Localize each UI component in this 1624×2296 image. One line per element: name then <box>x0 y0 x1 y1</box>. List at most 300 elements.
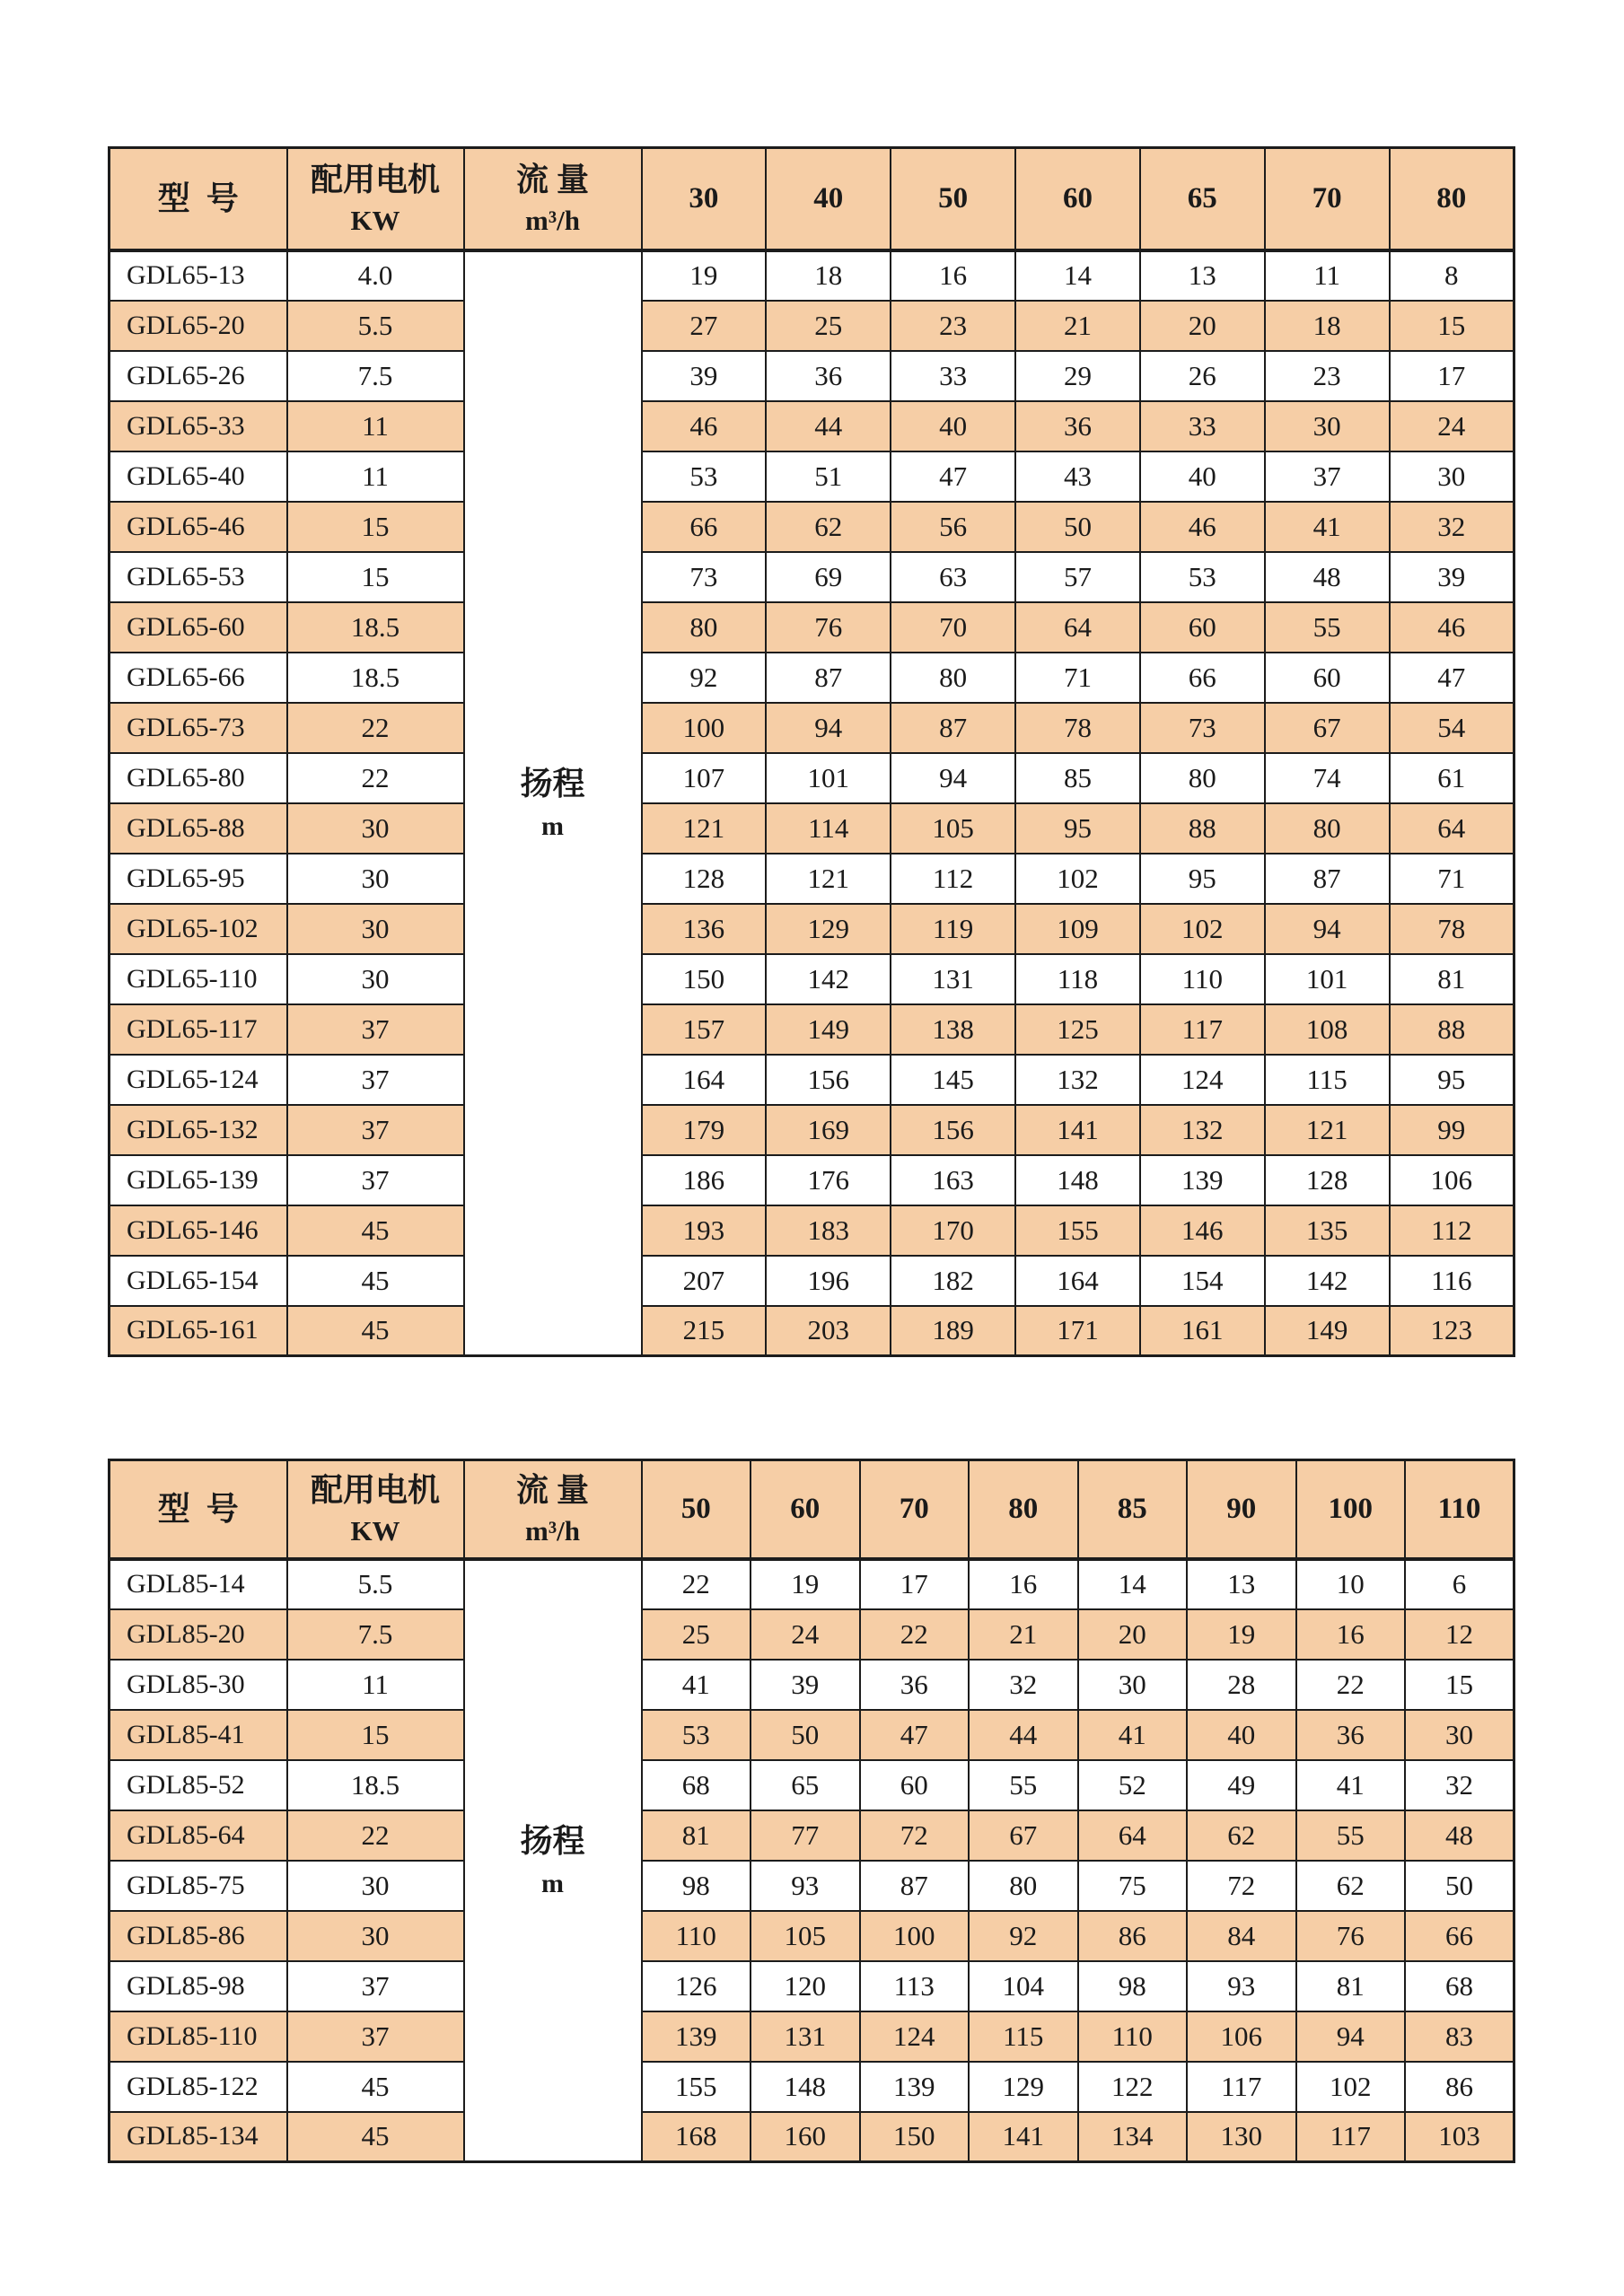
head-value-cell: 78 <box>1390 904 1514 954</box>
head-value-cell: 160 <box>751 2112 860 2162</box>
model-cell: GDL85-122 <box>110 2062 287 2112</box>
head-value-cell: 47 <box>891 451 1015 502</box>
flow-rate-header: 50 <box>642 1460 751 1559</box>
head-value-cell: 15 <box>1390 301 1514 351</box>
head-value-cell: 87 <box>766 653 891 703</box>
motor-column-header <box>287 148 464 250</box>
model-cell: GDL65-26 <box>110 351 287 401</box>
head-value-cell: 80 <box>891 653 1015 703</box>
flow-rate-header: 85 <box>1078 1460 1188 1559</box>
head-value-cell: 32 <box>1390 502 1514 552</box>
table-row <box>110 1306 1514 1356</box>
model-cell: GDL65-20 <box>110 301 287 351</box>
flow-rate-header: 65 <box>1140 148 1265 250</box>
motor-kw-cell: 18.5 <box>287 1760 464 1810</box>
head-value-cell: 49 <box>1187 1760 1296 1810</box>
head-value-cell: 16 <box>969 1559 1078 1609</box>
head-value-cell: 121 <box>642 803 767 854</box>
head-value-cell: 163 <box>891 1155 1015 1205</box>
head-value-cell: 47 <box>1390 653 1514 703</box>
flow-unit-label: m³/h <box>525 1515 580 1547</box>
head-value-cell: 157 <box>642 1004 767 1055</box>
motor-kw-cell: 45 <box>287 2062 464 2112</box>
head-value-cell: 18 <box>766 250 891 301</box>
head-value-cell: 50 <box>1015 502 1140 552</box>
motor-kw-cell: 37 <box>287 1004 464 1055</box>
head-value-cell: 114 <box>766 803 891 854</box>
head-value-cell: 55 <box>1265 602 1390 653</box>
model-cell: GDL65-66 <box>110 653 287 703</box>
head-value-cell: 123 <box>1390 1306 1514 1356</box>
head-value-cell: 186 <box>642 1155 767 1205</box>
head-value-cell: 112 <box>1390 1205 1514 1256</box>
head-value-cell: 155 <box>642 2062 751 2112</box>
head-value-cell: 83 <box>1405 2011 1514 2062</box>
head-label: 扬程 <box>520 1823 585 1860</box>
motor-kw-cell: 22 <box>287 753 464 803</box>
head-value-cell: 12 <box>1405 1609 1514 1660</box>
motor-kw-cell: 37 <box>287 1055 464 1105</box>
model-cell: GDL65-13 <box>110 250 287 301</box>
head-value-cell: 28 <box>1187 1660 1296 1710</box>
head-value-cell: 32 <box>1405 1760 1514 1810</box>
head-value-cell: 6 <box>1405 1559 1514 1609</box>
head-value-cell: 21 <box>1015 301 1140 351</box>
head-value-cell: 115 <box>969 2011 1078 2062</box>
head-value-cell: 53 <box>642 451 767 502</box>
flow-header-label: 流 量 <box>515 162 589 198</box>
head-value-cell: 84 <box>1187 1911 1296 1961</box>
flow-rate-header: 110 <box>1405 1460 1514 1559</box>
header-row <box>110 1460 1514 1559</box>
head-value-cell: 129 <box>969 2062 1078 2112</box>
head-value-cell: 76 <box>1296 1911 1406 1961</box>
motor-kw-cell: 15 <box>287 502 464 552</box>
head-value-cell: 23 <box>891 301 1015 351</box>
head-value-cell: 121 <box>1265 1105 1390 1155</box>
head-value-cell: 60 <box>1265 653 1390 703</box>
motor-kw-cell: 30 <box>287 904 464 954</box>
head-value-cell: 98 <box>1078 1961 1188 2011</box>
head-value-cell: 19 <box>1187 1609 1296 1660</box>
head-value-cell: 30 <box>1405 1710 1514 1760</box>
head-value-cell: 70 <box>891 602 1015 653</box>
head-value-cell: 176 <box>766 1155 891 1205</box>
flow-header-label: 流 量 <box>515 1472 589 1509</box>
model-cell: GDL65-139 <box>110 1155 287 1205</box>
flow-rate-header: 40 <box>766 148 891 250</box>
motor-kw-cell: 22 <box>287 1810 464 1861</box>
flow-rate-header: 90 <box>1187 1460 1296 1559</box>
head-value-cell: 98 <box>642 1861 751 1911</box>
model-header-label: 型 号 <box>157 1490 239 1527</box>
head-value-cell: 183 <box>766 1205 891 1256</box>
head-value-cell: 148 <box>751 2062 860 2112</box>
head-value-cell: 55 <box>1296 1810 1406 1861</box>
head-value-cell: 51 <box>766 451 891 502</box>
motor-kw-cell: 5.5 <box>287 1559 464 1609</box>
head-value-cell: 164 <box>642 1055 767 1105</box>
head-value-cell: 87 <box>1265 854 1390 904</box>
head-value-cell: 10 <box>1296 1559 1406 1609</box>
table-row <box>110 1911 1514 1961</box>
head-value-cell: 30 <box>1265 401 1390 451</box>
head-value-cell: 22 <box>860 1609 970 1660</box>
head-value-cell: 94 <box>1296 2011 1406 2062</box>
head-value-cell: 113 <box>860 1961 970 2011</box>
table-row <box>110 1055 1514 1105</box>
motor-kw-cell: 30 <box>287 854 464 904</box>
head-value-cell: 18 <box>1265 301 1390 351</box>
head-value-cell: 136 <box>642 904 767 954</box>
head-value-cell: 68 <box>1405 1961 1514 2011</box>
model-cell: GDL85-52 <box>110 1760 287 1810</box>
table-row <box>110 1710 1514 1760</box>
table-row <box>110 1256 1514 1306</box>
motor-kw-cell: 11 <box>287 1660 464 1710</box>
head-value-cell: 117 <box>1140 1004 1265 1055</box>
head-value-cell: 87 <box>891 703 1015 753</box>
head-value-cell: 17 <box>860 1559 970 1609</box>
head-value-cell: 46 <box>1140 502 1265 552</box>
head-value-cell: 155 <box>1015 1205 1140 1256</box>
head-value-cell: 73 <box>1140 703 1265 753</box>
motor-kw-cell: 15 <box>287 1710 464 1760</box>
gdl65-spec-table <box>108 146 1515 1357</box>
table-row <box>110 1760 1514 1810</box>
head-value-cell: 94 <box>766 703 891 753</box>
head-value-cell: 41 <box>642 1660 751 1710</box>
motor-kw-cell: 5.5 <box>287 301 464 351</box>
head-value-cell: 154 <box>1140 1256 1265 1306</box>
head-value-cell: 19 <box>642 250 767 301</box>
head-value-cell: 36 <box>1296 1710 1406 1760</box>
head-value-cell: 72 <box>860 1810 970 1861</box>
head-value-cell: 27 <box>642 301 767 351</box>
motor-header-label: 配用电机 <box>310 162 440 198</box>
head-value-cell: 64 <box>1078 1810 1188 1861</box>
head-value-cell: 68 <box>642 1760 751 1810</box>
head-value-cell: 39 <box>642 351 767 401</box>
head-value-cell: 106 <box>1390 1155 1514 1205</box>
head-value-cell: 60 <box>1140 602 1265 653</box>
head-value-cell: 73 <box>642 552 767 602</box>
head-value-cell: 14 <box>1078 1559 1188 1609</box>
head-value-cell: 66 <box>1405 1911 1514 1961</box>
model-cell: GDL65-95 <box>110 854 287 904</box>
head-value-cell: 131 <box>891 954 1015 1004</box>
head-value-cell: 88 <box>1140 803 1265 854</box>
head-value-cell: 13 <box>1187 1559 1296 1609</box>
table-row <box>110 602 1514 653</box>
head-value-cell: 170 <box>891 1205 1015 1256</box>
motor-kw-cell: 45 <box>287 1205 464 1256</box>
head-value-cell: 110 <box>1140 954 1265 1004</box>
model-cell: GDL85-75 <box>110 1861 287 1911</box>
head-value-cell: 125 <box>1015 1004 1140 1055</box>
head-value-cell: 54 <box>1390 703 1514 753</box>
head-value-cell: 120 <box>751 1961 860 2011</box>
head-value-cell: 23 <box>1265 351 1390 401</box>
head-value-cell: 119 <box>891 904 1015 954</box>
head-value-cell: 95 <box>1015 803 1140 854</box>
flow-rate-header: 80 <box>969 1460 1078 1559</box>
head-value-cell: 56 <box>891 502 1015 552</box>
table-row <box>110 401 1514 451</box>
head-value-cell: 71 <box>1390 854 1514 904</box>
flow-rate-header: 30 <box>642 148 767 250</box>
head-value-cell: 108 <box>1265 1004 1390 1055</box>
head-value-cell: 29 <box>1015 351 1140 401</box>
head-value-cell: 101 <box>766 753 891 803</box>
head-value-cell: 41 <box>1078 1710 1188 1760</box>
head-value-cell: 20 <box>1078 1609 1188 1660</box>
head-value-cell: 57 <box>1015 552 1140 602</box>
head-value-cell: 117 <box>1296 2112 1406 2162</box>
table-row <box>110 1559 1514 1609</box>
head-value-cell: 103 <box>1405 2112 1514 2162</box>
model-cell: GDL65-73 <box>110 703 287 753</box>
table-row <box>110 2011 1514 2062</box>
head-value-cell: 149 <box>1265 1306 1390 1356</box>
head-value-cell: 164 <box>1015 1256 1140 1306</box>
head-value-cell: 50 <box>751 1710 860 1760</box>
head-value-cell: 86 <box>1405 2062 1514 2112</box>
head-value-cell: 141 <box>1015 1105 1140 1155</box>
head-value-cell: 80 <box>1140 753 1265 803</box>
head-value-cell: 146 <box>1140 1205 1265 1256</box>
head-value-cell: 72 <box>1187 1861 1296 1911</box>
head-unit-label: m <box>541 811 564 842</box>
head-value-cell: 25 <box>766 301 891 351</box>
head-value-cell: 69 <box>766 552 891 602</box>
head-value-cell: 117 <box>1187 2062 1296 2112</box>
head-value-cell: 64 <box>1390 803 1514 854</box>
model-cell: GDL65-110 <box>110 954 287 1004</box>
head-value-cell: 203 <box>766 1306 891 1356</box>
head-value-cell: 110 <box>642 1911 751 1961</box>
motor-kw-cell: 37 <box>287 2011 464 2062</box>
head-value-cell: 41 <box>1265 502 1390 552</box>
head-value-cell: 16 <box>891 250 1015 301</box>
head-value-cell: 101 <box>1265 954 1390 1004</box>
head-value-cell: 102 <box>1140 904 1265 954</box>
head-value-cell: 179 <box>642 1105 767 1155</box>
head-value-cell: 92 <box>642 653 767 703</box>
head-value-cell: 161 <box>1140 1306 1265 1356</box>
table-row <box>110 301 1514 351</box>
head-value-cell: 36 <box>860 1660 970 1710</box>
head-value-cell: 142 <box>1265 1256 1390 1306</box>
head-value-cell: 109 <box>1015 904 1140 954</box>
model-cell: GDL85-30 <box>110 1660 287 1710</box>
motor-kw-cell: 18.5 <box>287 653 464 703</box>
head-value-cell: 150 <box>860 2112 970 2162</box>
head-value-cell: 63 <box>891 552 1015 602</box>
table-row <box>110 1961 1514 2011</box>
flow-rate-header: 60 <box>751 1460 860 1559</box>
head-value-cell: 67 <box>969 1810 1078 1861</box>
head-value-cell: 61 <box>1390 753 1514 803</box>
head-value-cell: 26 <box>1140 351 1265 401</box>
flow-rate-header: 70 <box>860 1460 970 1559</box>
motor-kw-cell: 30 <box>287 1861 464 1911</box>
head-value-cell: 142 <box>766 954 891 1004</box>
head-value-cell: 92 <box>969 1911 1078 1961</box>
table-row <box>110 904 1514 954</box>
head-value-cell: 80 <box>1265 803 1390 854</box>
head-value-cell: 32 <box>969 1660 1078 1710</box>
head-label-cell <box>464 1559 642 2162</box>
flow-column-header <box>464 1460 642 1559</box>
motor-kw-cell: 11 <box>287 451 464 502</box>
head-value-cell: 107 <box>642 753 767 803</box>
head-value-cell: 66 <box>1140 653 1265 703</box>
head-value-cell: 81 <box>642 1810 751 1861</box>
head-value-cell: 21 <box>969 1609 1078 1660</box>
head-value-cell: 132 <box>1140 1105 1265 1155</box>
head-unit-label: m <box>541 1869 564 1899</box>
flow-rate-header: 100 <box>1296 1460 1406 1559</box>
head-value-cell: 196 <box>766 1256 891 1306</box>
model-cell: GDL65-60 <box>110 602 287 653</box>
motor-kw-cell: 30 <box>287 803 464 854</box>
head-value-cell: 105 <box>891 803 1015 854</box>
model-cell: GDL85-110 <box>110 2011 287 2062</box>
head-value-cell: 46 <box>1390 602 1514 653</box>
head-value-cell: 53 <box>642 1710 751 1760</box>
head-value-cell: 182 <box>891 1256 1015 1306</box>
head-value-cell: 41 <box>1296 1760 1406 1810</box>
head-value-cell: 85 <box>1015 753 1140 803</box>
head-value-cell: 189 <box>891 1306 1015 1356</box>
head-value-cell: 139 <box>642 2011 751 2062</box>
model-cell: GDL65-102 <box>110 904 287 954</box>
table-row <box>110 1155 1514 1205</box>
head-value-cell: 150 <box>642 954 767 1004</box>
head-value-cell: 124 <box>860 2011 970 2062</box>
table-row <box>110 753 1514 803</box>
head-value-cell: 64 <box>1015 602 1140 653</box>
head-value-cell: 168 <box>642 2112 751 2162</box>
head-value-cell: 62 <box>1296 1861 1406 1911</box>
head-value-cell: 78 <box>1015 703 1140 753</box>
table-row <box>110 351 1514 401</box>
head-value-cell: 128 <box>1265 1155 1390 1205</box>
motor-kw-cell: 37 <box>287 1155 464 1205</box>
flow-unit-label: m³/h <box>525 205 580 237</box>
head-value-cell: 93 <box>1187 1961 1296 2011</box>
head-value-cell: 11 <box>1265 250 1390 301</box>
head-value-cell: 46 <box>642 401 767 451</box>
head-value-cell: 8 <box>1390 250 1514 301</box>
head-value-cell: 62 <box>766 502 891 552</box>
head-value-cell: 47 <box>860 1710 970 1760</box>
motor-kw-cell: 30 <box>287 954 464 1004</box>
head-value-cell: 36 <box>766 351 891 401</box>
head-value-cell: 39 <box>751 1660 860 1710</box>
head-value-cell: 171 <box>1015 1306 1140 1356</box>
head-value-cell: 156 <box>766 1055 891 1105</box>
head-value-cell: 86 <box>1078 1911 1188 1961</box>
model-cell: GDL65-124 <box>110 1055 287 1105</box>
head-value-cell: 75 <box>1078 1861 1188 1911</box>
head-value-cell: 15 <box>1405 1660 1514 1710</box>
head-value-cell: 126 <box>642 1961 751 2011</box>
model-cell: GDL65-154 <box>110 1256 287 1306</box>
head-value-cell: 193 <box>642 1205 767 1256</box>
model-cell: GDL65-46 <box>110 502 287 552</box>
motor-kw-cell: 45 <box>287 1306 464 1356</box>
motor-kw-cell: 22 <box>287 703 464 753</box>
head-value-cell: 60 <box>860 1760 970 1810</box>
motor-unit-label: KW <box>350 1515 400 1547</box>
head-value-cell: 53 <box>1140 552 1265 602</box>
head-label: 扬程 <box>520 766 585 802</box>
head-value-cell: 94 <box>1265 904 1390 954</box>
motor-header-label: 配用电机 <box>310 1472 440 1509</box>
head-value-cell: 141 <box>969 2112 1078 2162</box>
gdl85-spec-table <box>108 1459 1515 2163</box>
table-row <box>110 803 1514 854</box>
head-value-cell: 24 <box>1390 401 1514 451</box>
head-value-cell: 77 <box>751 1810 860 1861</box>
table-row <box>110 653 1514 703</box>
model-column-header <box>110 1460 287 1559</box>
table-row <box>110 1609 1514 1660</box>
head-value-cell: 36 <box>1015 401 1140 451</box>
head-label-cell <box>464 250 642 1356</box>
table-row <box>110 502 1514 552</box>
head-value-cell: 121 <box>766 854 891 904</box>
head-value-cell: 66 <box>642 502 767 552</box>
head-value-cell: 100 <box>860 1911 970 1961</box>
head-value-cell: 24 <box>751 1609 860 1660</box>
head-value-cell: 122 <box>1078 2062 1188 2112</box>
head-value-cell: 105 <box>751 1911 860 1961</box>
head-value-cell: 33 <box>891 351 1015 401</box>
head-value-cell: 67 <box>1265 703 1390 753</box>
table-row <box>110 1810 1514 1861</box>
head-value-cell: 134 <box>1078 2112 1188 2162</box>
head-value-cell: 131 <box>751 2011 860 2062</box>
head-value-cell: 39 <box>1390 552 1514 602</box>
head-value-cell: 116 <box>1390 1256 1514 1306</box>
head-value-cell: 44 <box>969 1710 1078 1760</box>
head-value-cell: 215 <box>642 1306 767 1356</box>
table-row <box>110 1861 1514 1911</box>
head-value-cell: 40 <box>1140 451 1265 502</box>
head-value-cell: 71 <box>1015 653 1140 703</box>
head-value-cell: 55 <box>969 1760 1078 1810</box>
head-value-cell: 88 <box>1390 1004 1514 1055</box>
head-value-cell: 138 <box>891 1004 1015 1055</box>
head-value-cell: 139 <box>860 2062 970 2112</box>
head-value-cell: 44 <box>766 401 891 451</box>
motor-kw-cell: 37 <box>287 1105 464 1155</box>
table-row <box>110 954 1514 1004</box>
head-value-cell: 100 <box>642 703 767 753</box>
head-value-cell: 93 <box>751 1861 860 1911</box>
model-cell: GDL65-161 <box>110 1306 287 1356</box>
model-cell: GDL85-134 <box>110 2112 287 2162</box>
head-value-cell: 130 <box>1187 2112 1296 2162</box>
model-cell: GDL65-53 <box>110 552 287 602</box>
motor-kw-cell: 7.5 <box>287 351 464 401</box>
model-cell: GDL85-14 <box>110 1559 287 1609</box>
head-value-cell: 102 <box>1296 2062 1406 2112</box>
motor-kw-cell: 11 <box>287 401 464 451</box>
